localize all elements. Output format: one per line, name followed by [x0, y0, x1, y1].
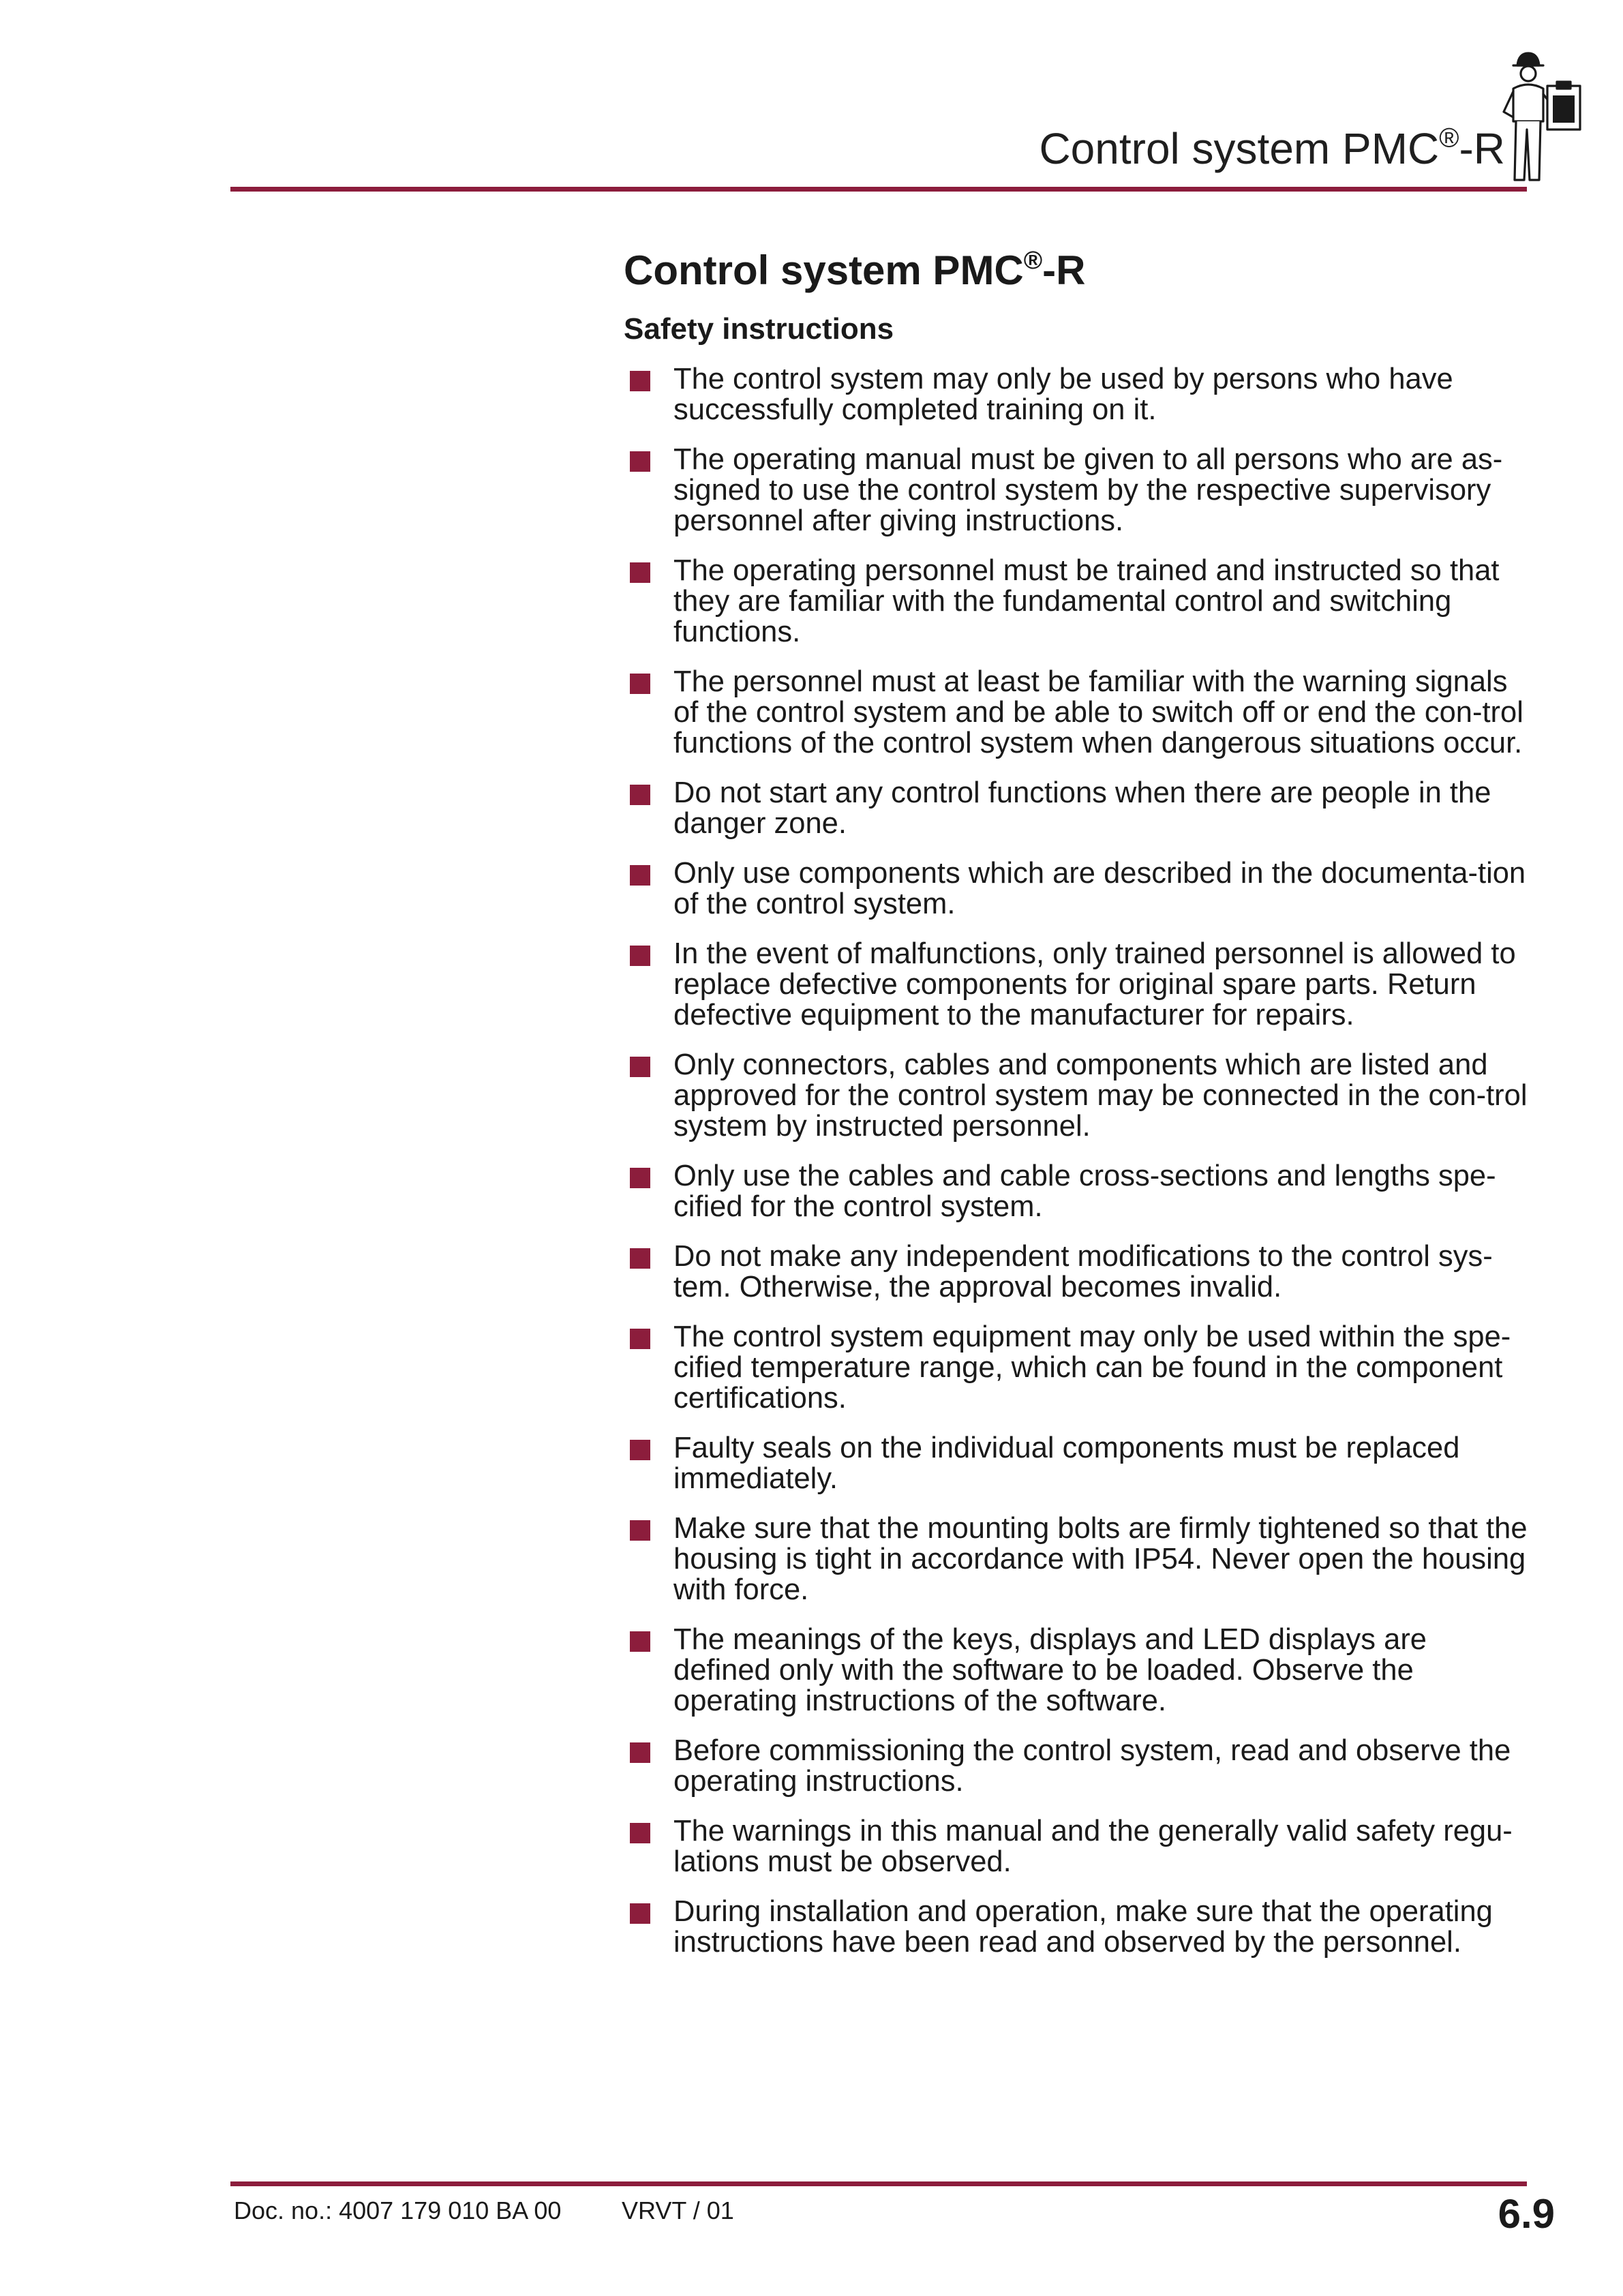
footer-document-number: Doc. no.: 4007 179 010 BA 00 — [234, 2196, 562, 2224]
square-bullet-icon — [630, 1329, 650, 1349]
square-bullet-icon — [630, 674, 650, 694]
square-bullet-icon — [630, 451, 650, 472]
list-item — [624, 1736, 1530, 1797]
list-item — [624, 1433, 1530, 1494]
square-bullet-icon — [630, 1742, 650, 1763]
list-item — [624, 1816, 1530, 1877]
header-title-registered-mark: ® — [1439, 123, 1459, 153]
square-bullet-icon — [630, 1520, 650, 1541]
square-bullet-icon — [630, 1440, 650, 1460]
list-item — [624, 364, 1530, 425]
list-item-text: Make sure that the mounting bolts are firmly tightened so that the housing is tight in accordance with IP54. Never open the housing with force. — [673, 1512, 1528, 1606]
worker-with-clipboard-icon — [1491, 48, 1587, 184]
list-item — [624, 939, 1530, 1031]
square-bullet-icon — [630, 1248, 650, 1269]
list-item-text: Do not make any independent modifications to the control sys-tem. Otherwise, the approval becomes invalid. — [673, 1240, 1493, 1303]
list-item — [624, 1241, 1530, 1303]
list-item — [624, 444, 1530, 537]
square-bullet-icon — [630, 1631, 650, 1652]
page-heading-registered-mark: ® — [1023, 245, 1043, 274]
footer-revision: VRVT / 01 — [622, 2196, 734, 2224]
list-item-text: The operating manual must be given to all persons who are as-signed to use the control system by the respective supervisory personnel after giving instructions. — [673, 443, 1503, 537]
footer-rule — [230, 2181, 1527, 2186]
list-item-text: Only use components which are described in the documenta-tion of the control system. — [673, 857, 1526, 920]
square-bullet-icon — [630, 1168, 650, 1188]
header-title-main: Control system PMC — [1039, 124, 1440, 173]
list-item-text: Do not start any control functions when there are people in the danger zone. — [673, 776, 1491, 840]
square-bullet-icon — [630, 562, 650, 583]
square-bullet-icon — [630, 371, 650, 391]
footer-page-number: 6.9 — [1498, 2191, 1555, 2237]
list-item-text: Only use the cables and cable cross-sections and lengths spe-cified for the control system. — [673, 1160, 1496, 1223]
header-title — [1039, 123, 1505, 173]
list-item-text: The operating personnel must be trained and instructed so that they are familiar with the fundamental control and switching functions. — [673, 554, 1500, 648]
header-rule — [230, 187, 1527, 192]
list-item-text: Faulty seals on the individual components must be replaced immediately. — [673, 1432, 1460, 1495]
list-item-text: During installation and operation, make sure that the operating instructions have been read and observed by the personnel. — [673, 1895, 1493, 1959]
square-bullet-icon — [630, 1903, 650, 1924]
square-bullet-icon — [630, 1057, 650, 1077]
square-bullet-icon — [630, 1823, 650, 1843]
list-item — [624, 1161, 1530, 1222]
list-item — [624, 556, 1530, 648]
footer-rule-bar — [230, 2181, 1527, 2186]
page-heading-suffix: -R — [1042, 247, 1086, 293]
list-item-text: The personnel must at least be familiar with the warning signals of the control system and be able to switch off or end the con-trol functions of the control system when dangerous situations occur. — [673, 665, 1523, 759]
section-heading: Safety instructions — [624, 312, 894, 346]
header-rule-bar — [230, 187, 1527, 192]
list-item-text: The control system equipment may only be used within the spe-cified temperature range, which can be found in the component certifications. — [673, 1320, 1511, 1415]
square-bullet-icon — [630, 946, 650, 966]
page-heading-main: Control system PMC — [624, 247, 1024, 293]
safety-instructions-list — [624, 364, 1530, 1977]
list-item-text: In the event of malfunctions, only trained personnel is allowed to replace defective components for original spare parts. Return defective equipment to the manufacturer for repairs. — [673, 937, 1516, 1031]
list-item-text: Before commissioning the control system, read and observe the operating instructions. — [673, 1734, 1511, 1798]
list-item — [624, 1322, 1530, 1414]
list-item-text: Only connectors, cables and components which are listed and approved for the control system may be connected in the con-trol system by instructed personnel. — [673, 1048, 1528, 1143]
list-item-text: The meanings of the keys, displays and LED displays are defined only with the software to be loaded. Observe the operating instructions of the software. — [673, 1623, 1427, 1717]
square-bullet-icon — [630, 865, 650, 886]
square-bullet-icon — [630, 785, 650, 805]
list-item — [624, 1897, 1530, 1958]
page-heading — [624, 245, 1086, 293]
list-item — [624, 1513, 1530, 1605]
list-item — [624, 1625, 1530, 1717]
list-item — [624, 778, 1530, 839]
list-item-text: The warnings in this manual and the generally valid safety regu-lations must be observed. — [673, 1815, 1513, 1878]
list-item — [624, 858, 1530, 920]
list-item-text: The control system may only be used by persons who have successfully completed training on it. — [673, 363, 1453, 426]
list-item — [624, 667, 1530, 759]
header-title-suffix: -R — [1459, 124, 1505, 173]
list-item — [624, 1050, 1530, 1142]
